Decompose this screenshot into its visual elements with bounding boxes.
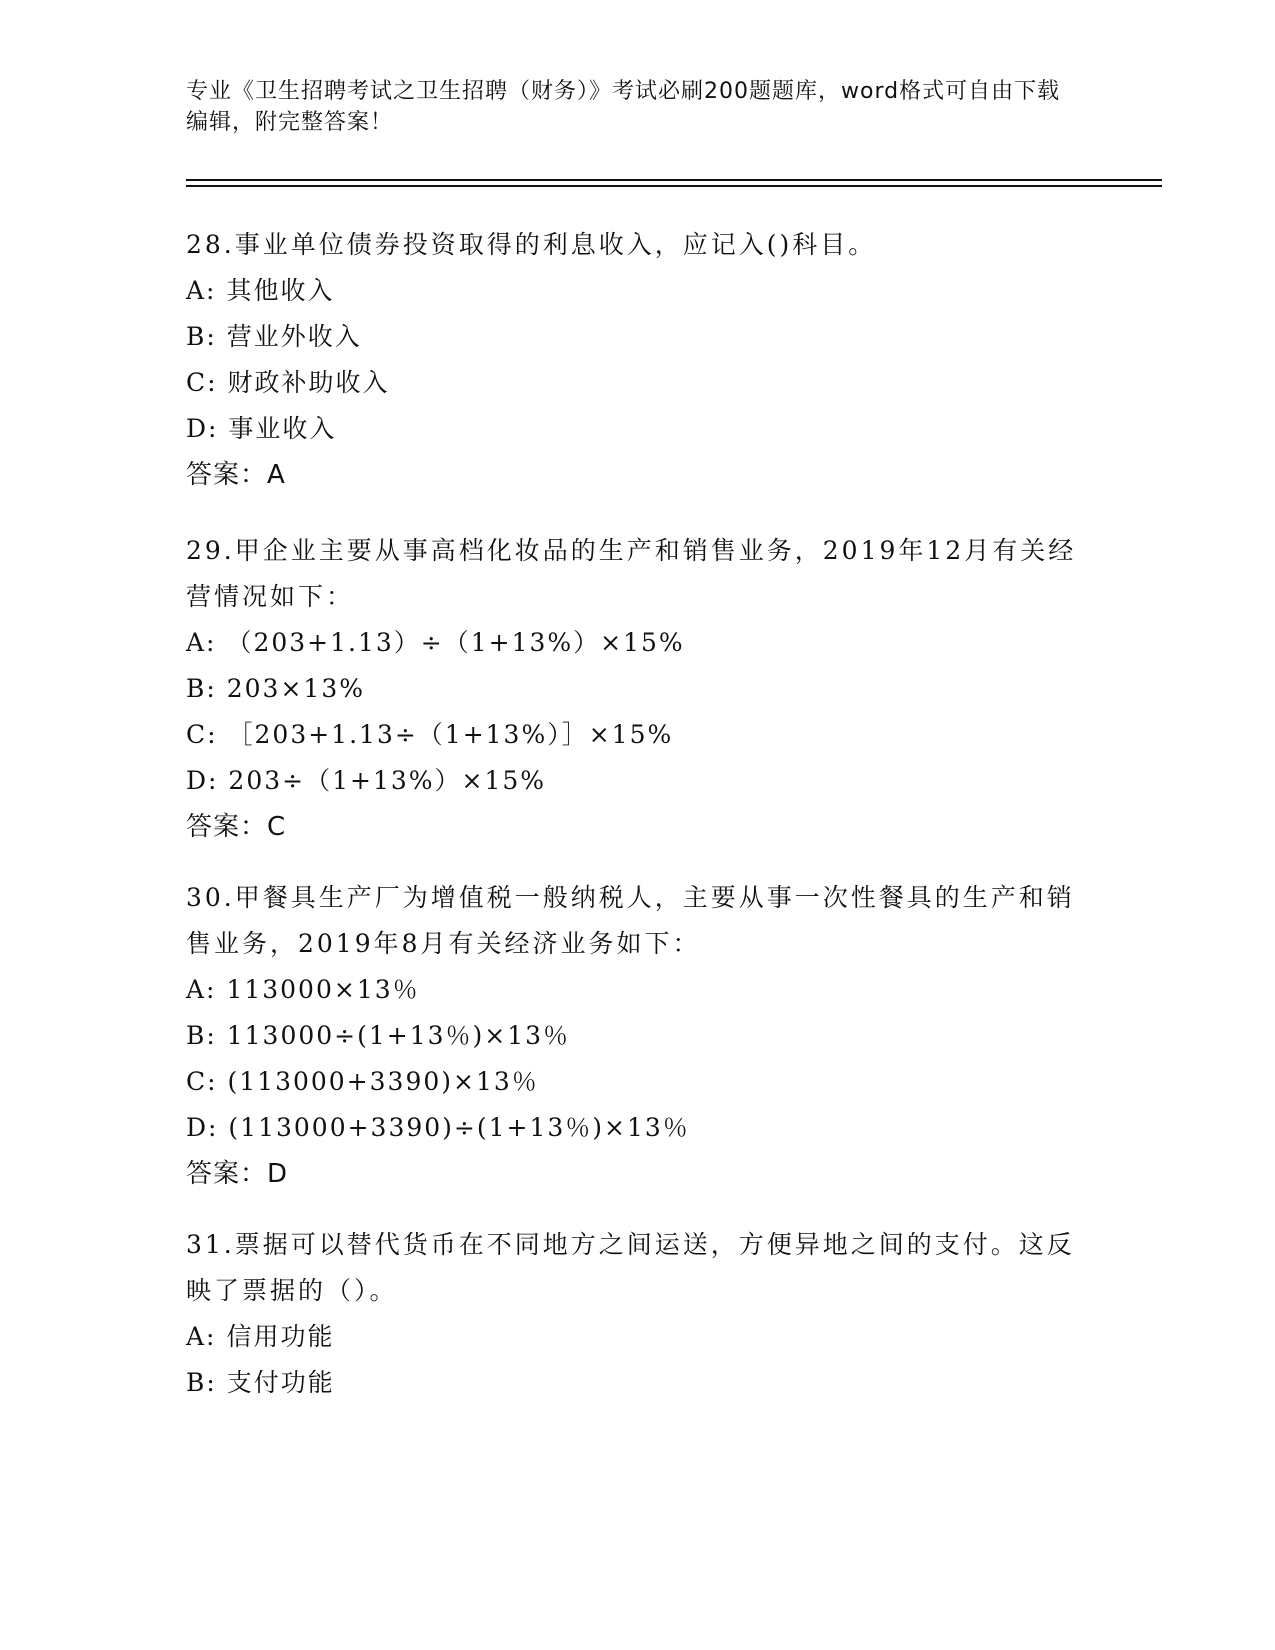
option-c bbox=[186, 360, 1086, 406]
option-letter: A: bbox=[186, 975, 217, 1004]
question-text: 28.事业单位债券投资取得的利息收入，应记入()科目。 bbox=[186, 230, 877, 259]
option-b bbox=[186, 666, 1086, 712]
question-text: 29.甲企业主要从事高档化妆品的生产和销售业务，2019年12月有关经营情况如下： bbox=[186, 536, 1077, 611]
option-text: ［203+1.13÷（1+13%）］×15% bbox=[227, 720, 674, 749]
header-divider-bottom bbox=[186, 185, 1162, 187]
question-31 bbox=[186, 1222, 1086, 1406]
option-letter: D: bbox=[186, 1113, 219, 1142]
answer-line: 答案：C bbox=[186, 812, 287, 842]
option-letter: A: bbox=[186, 628, 217, 657]
option-a bbox=[186, 1314, 1086, 1360]
option-text: 财政补助收入 bbox=[227, 368, 390, 397]
header-divider-top bbox=[186, 179, 1162, 181]
option-a bbox=[186, 268, 1086, 314]
option-b bbox=[186, 1360, 1086, 1406]
option-text: （203+1.13）÷（1+13%）×15% bbox=[226, 628, 685, 657]
option-a bbox=[186, 620, 1086, 666]
question-28 bbox=[186, 222, 1086, 498]
option-text: 203×13% bbox=[226, 674, 365, 703]
option-text: (113000+3390)÷(1+13％)×13％ bbox=[228, 1113, 690, 1142]
option-text: (113000+3390)×13％ bbox=[227, 1067, 539, 1096]
option-text: 203÷（1+13%）×15% bbox=[228, 766, 547, 795]
option-text: 其他收入 bbox=[226, 276, 335, 305]
option-letter: C: bbox=[186, 1067, 218, 1096]
option-letter: C: bbox=[186, 720, 218, 749]
question-30 bbox=[186, 875, 1086, 1197]
document-intro: 专业《卫生招聘考试之卫生招聘（财务）》考试必刷200题题库，word格式可自由下载编辑，附完整答案！ bbox=[186, 79, 1061, 135]
option-letter: D: bbox=[186, 766, 219, 795]
answer-line: 答案：A bbox=[186, 460, 286, 490]
option-d bbox=[186, 1105, 1086, 1151]
question-29 bbox=[186, 528, 1086, 850]
option-text: 营业外收入 bbox=[226, 322, 362, 351]
option-letter: B: bbox=[186, 1368, 217, 1397]
option-letter: D: bbox=[186, 414, 219, 443]
option-letter: A: bbox=[186, 1322, 217, 1351]
option-letter: C: bbox=[186, 368, 218, 397]
option-d bbox=[186, 758, 1086, 804]
option-text: 事业收入 bbox=[228, 414, 337, 443]
option-d bbox=[186, 406, 1086, 452]
option-text: 支付功能 bbox=[226, 1368, 335, 1397]
option-letter: B: bbox=[186, 322, 217, 351]
option-text: 113000×13％ bbox=[226, 975, 420, 1004]
question-text: 31.票据可以替代货币在不同地方之间运送，方便异地之间的支付。这反映了票据的（）。 bbox=[186, 1230, 1075, 1305]
option-letter: B: bbox=[186, 1021, 217, 1050]
answer-line: 答案：D bbox=[186, 1159, 289, 1189]
option-letter: B: bbox=[186, 674, 217, 703]
option-b bbox=[186, 314, 1086, 360]
option-a bbox=[186, 967, 1086, 1013]
option-text: 信用功能 bbox=[226, 1322, 335, 1351]
option-text: 113000÷(1+13％)×13％ bbox=[226, 1021, 571, 1050]
option-c bbox=[186, 1059, 1086, 1105]
question-text: 30.甲餐具生产厂为增值税一般纳税人，主要从事一次性餐具的生产和销售业务，2019年8月有关经济业务如下： bbox=[186, 883, 1075, 958]
option-letter: A: bbox=[186, 276, 217, 305]
option-c bbox=[186, 712, 1086, 758]
option-b bbox=[186, 1013, 1086, 1059]
